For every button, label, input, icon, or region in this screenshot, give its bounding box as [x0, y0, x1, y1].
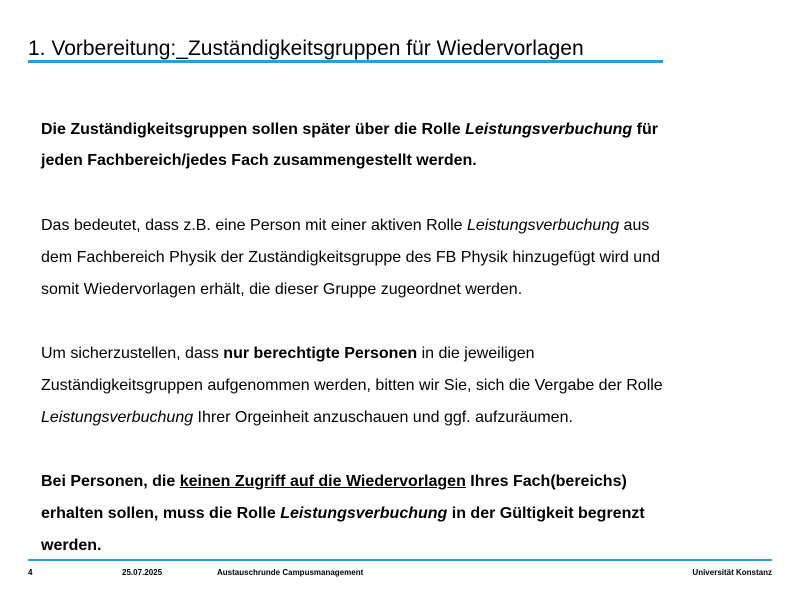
footer-rule — [28, 559, 772, 561]
footer-event: Austauschrunde Campusmanagement — [217, 568, 364, 577]
title-underline — [28, 60, 663, 63]
para1-text: für — [632, 121, 658, 138]
para4-line2 — [41, 504, 645, 524]
para3-line2: Zuständigkeitsgruppen aufgenommen werden, bitten wir Sie, sich die Vergabe der Rolle — [41, 377, 663, 394]
slide-title: 1. Vorbereitung:_Zuständigkeitsgruppen für Wiedervorlagen — [28, 37, 584, 60]
footer-organization: Universität Konstanz — [692, 568, 772, 577]
para2-text: Das bedeutet, dass z.B. eine Person mit einer aktiven Rolle — [41, 217, 467, 234]
para1-line1 — [41, 120, 658, 140]
para4-text: in der Gültigkeit begrenzt — [447, 505, 645, 522]
para3-text: Ihrer Orgeinheit anzuschauen und ggf. aufzuräumen. — [193, 409, 573, 426]
para2-text: aus — [619, 217, 650, 234]
role-name: Leistungsverbuchung — [41, 409, 194, 426]
para3-text: in die jeweiligen — [417, 345, 535, 362]
para2-line1 — [41, 216, 649, 236]
para4-text: Bei Personen, die — [41, 473, 180, 490]
para4-text: Ihres Fach(bereichs) — [465, 473, 627, 490]
para3-line1 — [41, 344, 535, 364]
para4-line1 — [41, 472, 627, 492]
footer-page-number: 4 — [28, 568, 33, 577]
para2-line2: dem Fachbereich Physik der Zuständigkeitsgruppe des FB Physik hinzugefügt wird und — [41, 249, 660, 266]
role-name: Leistungsverbuchung — [467, 217, 620, 234]
para2-line3: somit Wiedervorlagen erhält, die dieser Gruppe zugeordnet werden. — [41, 281, 523, 298]
emphasis-text: nur berechtigte Personen — [223, 345, 418, 362]
para4-text: erhalten sollen, muss die Rolle — [41, 505, 281, 522]
para3-text: Um sicherzustellen, dass — [41, 345, 224, 362]
footer-date: 25.07.2025 — [122, 568, 163, 577]
role-name: Leistungsverbuchung — [465, 121, 633, 138]
para1-line2: jeden Fachbereich/jedes Fach zusammengestellt werden. — [41, 152, 477, 169]
para1-text: Die Zuständigkeitsgruppen sollen später über die Rolle — [41, 121, 466, 138]
slide-title-area — [28, 36, 584, 62]
para3-line3 — [41, 408, 573, 428]
underlined-text: keinen Zugriff auf die Wiedervorlagen — [179, 473, 466, 490]
para4-line3: werden. — [41, 537, 102, 554]
role-name: Leistungsverbuchung — [280, 505, 448, 522]
